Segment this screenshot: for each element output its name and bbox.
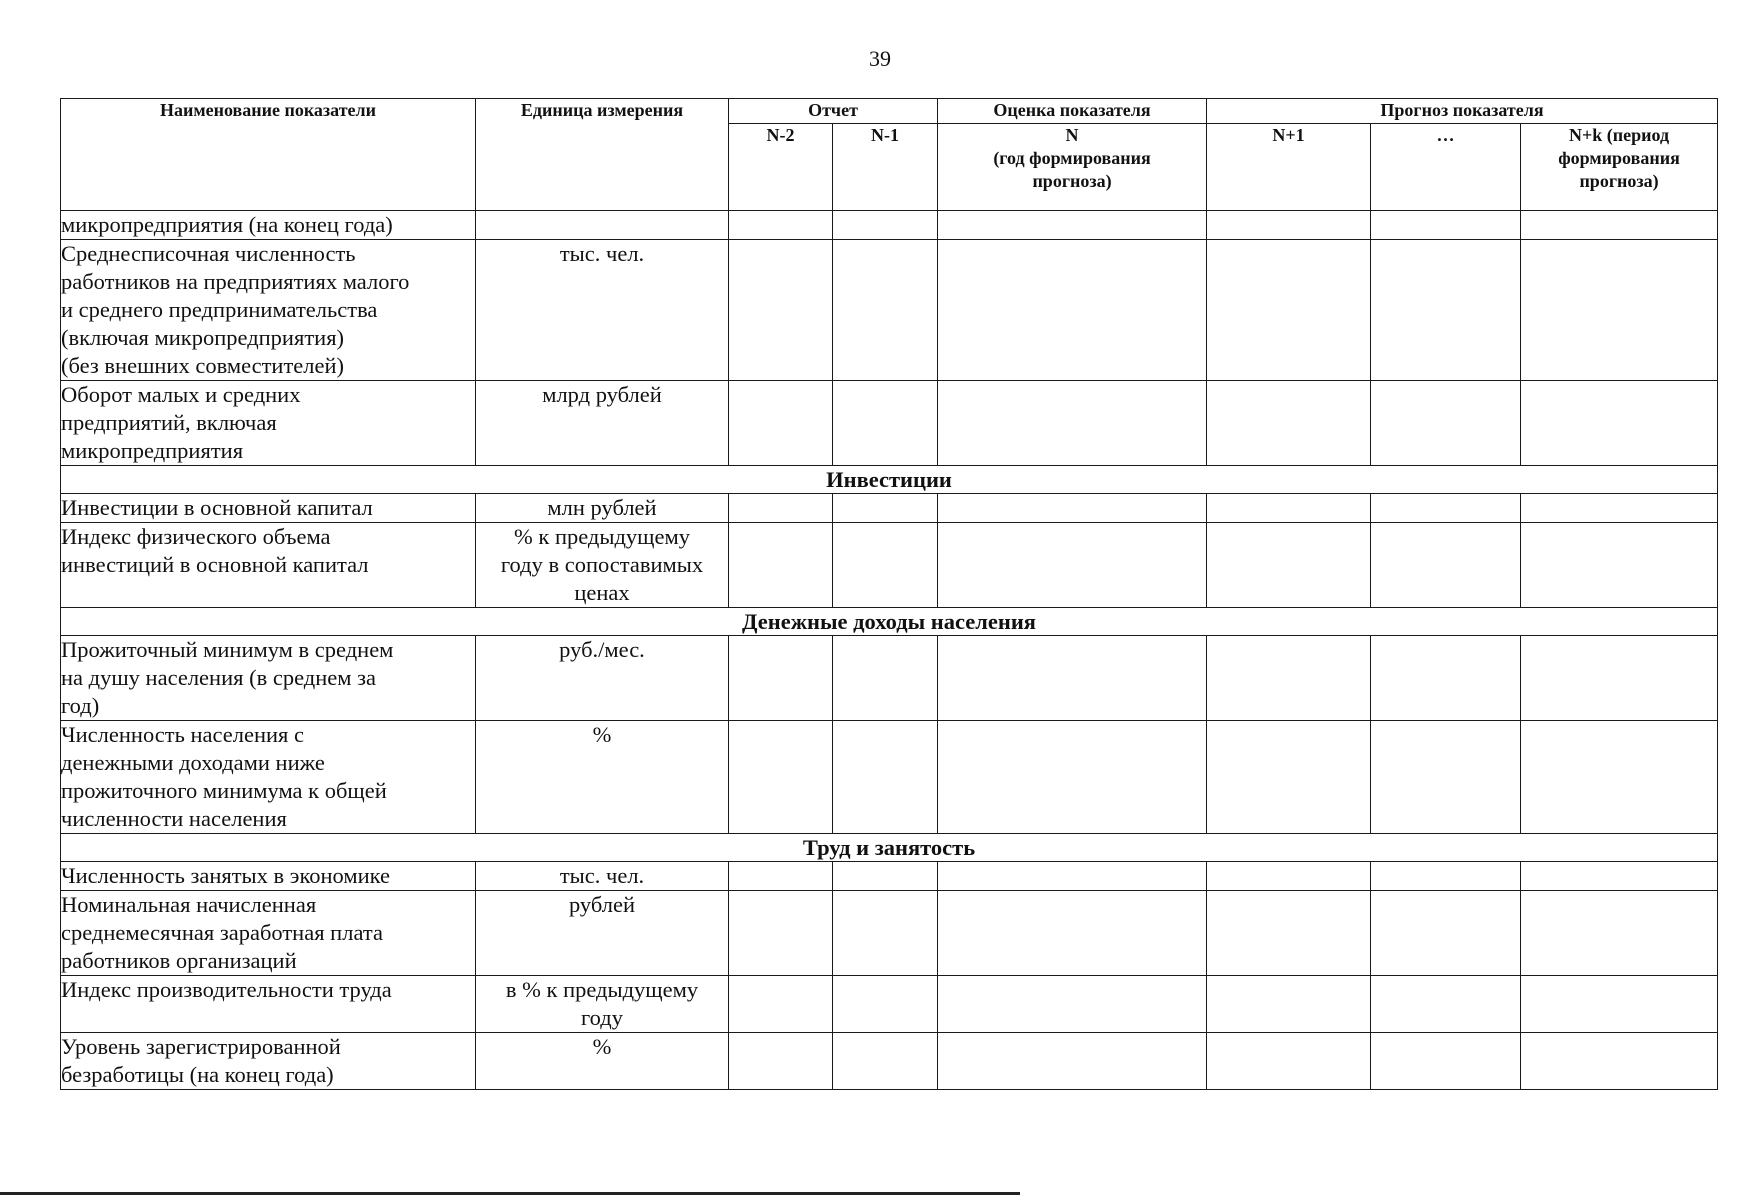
value-cell	[1207, 636, 1371, 721]
value-cell	[1207, 494, 1371, 523]
value-cell	[1521, 523, 1718, 608]
table-body	[61, 211, 1718, 1090]
value-cell	[833, 976, 938, 1033]
page-number: 39	[869, 46, 891, 71]
table-header-row	[61, 99, 1718, 124]
indicator-name: Численность населения с денежными доходами ниже прожиточного минимума к общей численности населения	[61, 721, 476, 834]
header-n: N (год формирования прогноза)	[938, 124, 1207, 211]
indicator-name: Инвестиции в основной капитал	[61, 494, 476, 523]
header-n-plus-1: N+1	[1207, 124, 1371, 211]
value-cell	[938, 891, 1207, 976]
value-cell	[1521, 494, 1718, 523]
indicator-unit: млрд рублей	[476, 381, 729, 466]
value-cell	[729, 523, 833, 608]
value-cell	[729, 891, 833, 976]
value-cell	[833, 891, 938, 976]
value-cell	[1371, 1033, 1521, 1090]
header-report: Отчет	[729, 99, 938, 124]
value-cell	[938, 636, 1207, 721]
value-cell	[1521, 381, 1718, 466]
value-cell	[1207, 523, 1371, 608]
indicator-unit	[476, 211, 729, 240]
value-cell	[938, 1033, 1207, 1090]
value-cell	[833, 240, 938, 381]
indicator-unit: % к предыдущему году в сопоставимых ценах	[476, 523, 729, 608]
value-cell	[1521, 976, 1718, 1033]
table-row	[61, 891, 1718, 976]
section-title: Труд и занятость	[61, 834, 1718, 862]
value-cell	[729, 240, 833, 381]
indicator-name: микропредприятия (на конец года)	[61, 211, 476, 240]
value-cell	[1521, 636, 1718, 721]
header-unit: Единица измерения	[476, 99, 729, 211]
value-cell	[1371, 211, 1521, 240]
value-cell	[729, 721, 833, 834]
value-cell	[1371, 862, 1521, 891]
indicator-name: Уровень зарегистрированной безработицы (на конец года)	[61, 1033, 476, 1090]
value-cell	[833, 494, 938, 523]
table-row	[61, 240, 1718, 381]
value-cell	[729, 976, 833, 1033]
table-row	[61, 1033, 1718, 1090]
value-cell	[833, 523, 938, 608]
value-cell	[938, 862, 1207, 891]
indicator-unit: %	[476, 721, 729, 834]
header-estimate: Оценка показателя	[938, 99, 1207, 124]
indicator-name: Оборот малых и средних предприятий, включая микропредприятия	[61, 381, 476, 466]
indicator-unit: тыс. чел.	[476, 862, 729, 891]
value-cell	[1207, 721, 1371, 834]
value-cell	[729, 636, 833, 721]
value-cell	[1207, 1033, 1371, 1090]
table-row	[61, 523, 1718, 608]
table-row	[61, 636, 1718, 721]
section-title: Денежные доходы населения	[61, 608, 1718, 636]
indicator-unit: тыс. чел.	[476, 240, 729, 381]
value-cell	[729, 381, 833, 466]
section-title: Инвестиции	[61, 466, 1718, 494]
value-cell	[729, 862, 833, 891]
value-cell	[1521, 721, 1718, 834]
value-cell	[938, 976, 1207, 1033]
value-cell	[1521, 891, 1718, 976]
value-cell	[729, 494, 833, 523]
page-bottom-rule	[0, 1192, 1020, 1195]
indicator-unit: млн рублей	[476, 494, 729, 523]
value-cell	[1371, 976, 1521, 1033]
table-row	[61, 381, 1718, 466]
value-cell	[1207, 862, 1371, 891]
indicator-name: Индекс физического объема инвестиций в основной капитал	[61, 523, 476, 608]
value-cell	[1371, 240, 1521, 381]
table-row	[61, 721, 1718, 834]
value-cell	[1207, 381, 1371, 466]
indicator-name: Индекс производительности труда	[61, 976, 476, 1033]
value-cell	[1521, 211, 1718, 240]
value-cell	[1207, 976, 1371, 1033]
value-cell	[1207, 211, 1371, 240]
value-cell	[1371, 381, 1521, 466]
section-row	[61, 466, 1718, 494]
value-cell	[1521, 240, 1718, 381]
value-cell	[833, 381, 938, 466]
table-row	[61, 211, 1718, 240]
value-cell	[938, 523, 1207, 608]
header-n-plus-k: N+k (период формирования прогноза)	[1521, 124, 1718, 211]
indicator-name: Номинальная начисленная среднемесячная заработная плата работников организаций	[61, 891, 476, 976]
indicator-name: Численность занятых в экономике	[61, 862, 476, 891]
indicator-unit: руб./мес.	[476, 636, 729, 721]
table-row	[61, 862, 1718, 891]
value-cell	[1207, 891, 1371, 976]
indicator-unit: в % к предыдущему году	[476, 976, 729, 1033]
header-n-minus-1: N-1	[833, 124, 938, 211]
indicator-unit: рублей	[476, 891, 729, 976]
value-cell	[938, 240, 1207, 381]
indicator-unit: %	[476, 1033, 729, 1090]
section-row	[61, 608, 1718, 636]
value-cell	[833, 1033, 938, 1090]
table-row	[61, 494, 1718, 523]
value-cell	[833, 862, 938, 891]
value-cell	[729, 1033, 833, 1090]
table-row	[61, 976, 1718, 1033]
value-cell	[833, 636, 938, 721]
value-cell	[1371, 494, 1521, 523]
value-cell	[1371, 636, 1521, 721]
value-cell	[938, 381, 1207, 466]
value-cell	[1371, 523, 1521, 608]
header-forecast: Прогноз показателя	[1207, 99, 1718, 124]
value-cell	[938, 211, 1207, 240]
header-name: Наименование показатели	[61, 99, 476, 211]
value-cell	[1371, 891, 1521, 976]
header-ellipsis: …	[1371, 124, 1521, 211]
value-cell	[729, 211, 833, 240]
section-row	[61, 834, 1718, 862]
indicator-name: Прожиточный минимум в среднем на душу населения (в среднем за год)	[61, 636, 476, 721]
value-cell	[1371, 721, 1521, 834]
value-cell	[1521, 1033, 1718, 1090]
indicators-table	[60, 98, 1718, 1090]
value-cell	[1521, 862, 1718, 891]
value-cell	[833, 721, 938, 834]
value-cell	[1207, 240, 1371, 381]
value-cell	[938, 721, 1207, 834]
indicator-name: Среднесписочная численность работников на предприятиях малого и среднего предпринимательства (включая микропредприятия) (без внешних совместителей)	[61, 240, 476, 381]
value-cell	[833, 211, 938, 240]
header-n-minus-2: N-2	[729, 124, 833, 211]
value-cell	[938, 494, 1207, 523]
